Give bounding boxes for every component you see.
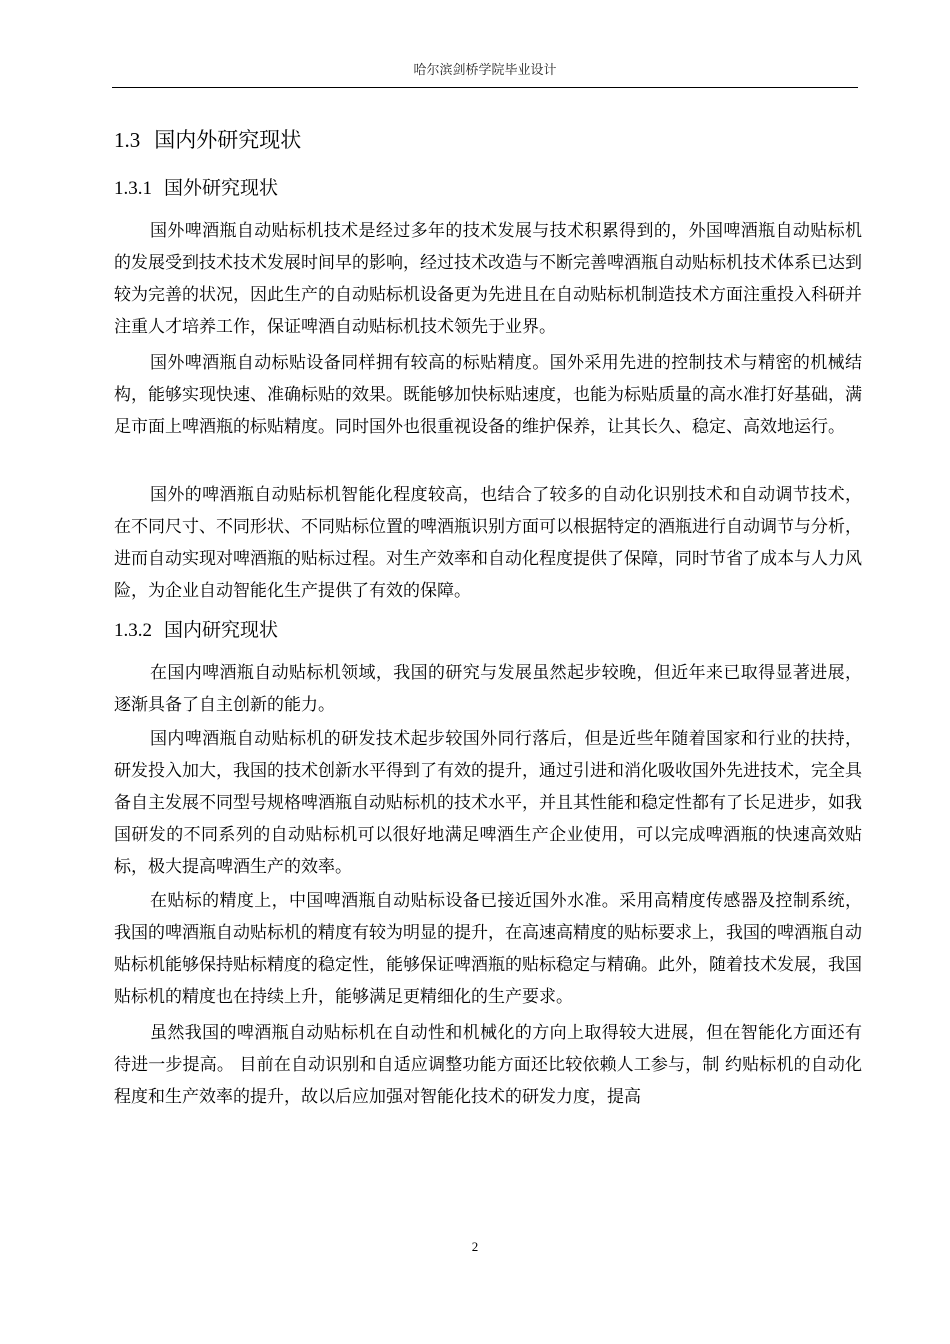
page-number: 2	[471, 1239, 479, 1254]
section-title: 国内外研究现状	[154, 128, 302, 152]
paragraph: 虽然我国的啤酒瓶自动贴标机在自动性和机械化的方向上取得较大进展，但在智能化方面还有待进一步提高。 目前在自动识别和自适应调整功能方面还比较依赖人工参与，制 约贴标机的自动化程度和生产效率的提升，故以后应加强对智能化技术的研发力度，提高	[114, 1023, 862, 1107]
paragraph: 在贴标的精度上，中国啤酒瓶自动贴标设备已接近国外水准。采用高精度传感器及控制系统，我国的啤酒瓶自动贴标机的精度有较为明显的提升，在高速高精度的贴标要求上，我国的啤酒瓶自动贴标机能够保持贴标精度的稳定性，能够保证啤酒瓶的贴标稳定与精确。此外，随着技术发展，我国贴标机的精度也在持续上升，能够满足更精细化的生产要求。	[114, 891, 862, 1007]
subsection-heading-foreign	[114, 175, 278, 202]
running-header: 哈尔滨剑桥学院毕业设计	[413, 63, 557, 78]
subsection-heading-domestic	[114, 617, 278, 644]
paragraph: 国外啤酒瓶自动标贴设备同样拥有较高的标贴精度。国外采用先进的控制技术与精密的机械结构，能够实现快速、准确标贴的效果。既能够加快标贴速度，也能为标贴质量的高水准打好基础，满足市面上啤酒瓶的标贴精度。同时国外也很重视设备的维护保养，让其长久、稳定、高效地运行。	[114, 353, 862, 437]
section-number: 1.3	[114, 128, 141, 152]
paragraph: 国内啤酒瓶自动贴标机的研发技术起步较国外同行落后，但是近些年随着国家和行业的扶持，研发投入加大，我国的技术创新水平得到了有效的提升，通过引进和消化吸收国外先进技术，完全具备自主发展不同型号规格啤酒瓶自动贴标机的技术水平，并且其性能和稳定性都有了长足进步，如我国研发的不同系列的自动贴标机可以很好地满足啤酒生产企业使用，可以完成啤酒瓶的快速高效贴标，极大提高啤酒生产的效率。	[114, 729, 862, 877]
subsection-title: 国外研究现状	[164, 177, 279, 199]
subsection-title: 国内研究现状	[164, 619, 279, 641]
paragraph: 国外啤酒瓶自动贴标机技术是经过多年的技术发展与技术积累得到的，外国啤酒瓶自动贴标机的发展受到技术技术发展时间早的影响，经过技术改造与不断完善啤酒瓶自动贴标机技术体系已达到较为完善的状况，因此生产的自动贴标机设备更为先进且在自动贴标机制造技术方面注重投入科研并注重人才培养工作，保证啤酒自动贴标机技术领先于业界。	[114, 221, 862, 337]
subsection-number: 1.3.2	[114, 620, 152, 641]
header-divider	[112, 87, 858, 88]
subsection-number: 1.3.1	[114, 178, 152, 199]
section-heading	[114, 126, 301, 154]
paragraph: 国外的啤酒瓶自动贴标机智能化程度较高，也结合了较多的自动化识别技术和自动调节技术，在不同尺寸、不同形状、不同贴标位置的啤酒瓶识别方面可以根据特定的酒瓶进行自动调节与分析，进而自动实现对啤酒瓶的贴标过程。对生产效率和自动化程度提供了保障，同时节省了成本与人力风险，为企业自动智能化生产提供了有效的保障。	[114, 485, 862, 601]
paragraph: 在国内啤酒瓶自动贴标机领域，我国的研究与发展虽然起步较晚，但近年来已取得显著进展，逐渐具备了自主创新的能力。	[114, 663, 862, 715]
